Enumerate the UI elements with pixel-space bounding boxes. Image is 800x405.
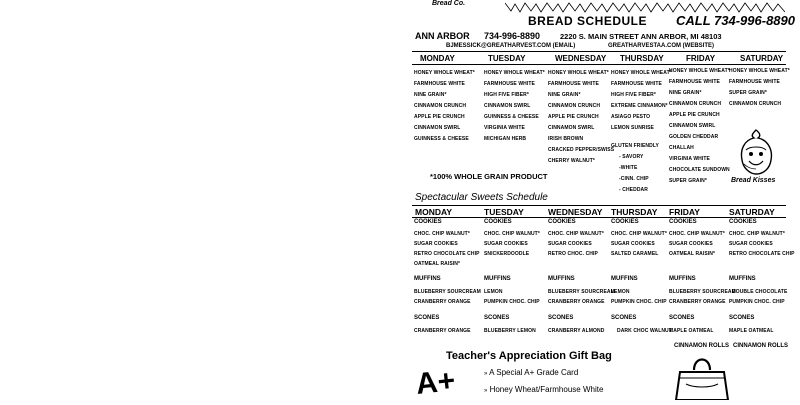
muffin-item: CRANBERRY ORANGE (669, 299, 726, 305)
bread-item: FARMHOUSE WHITE (548, 81, 599, 87)
gift-item-label: Honey Wheat/Farmhouse White (489, 385, 604, 394)
bread-item: APPLE PIE CRUNCH (414, 114, 465, 120)
cookie-item: CHOC. CHIP WALNUT* (611, 231, 667, 237)
cookie-item: SNICKERDOODLE (484, 251, 530, 257)
friday-cinnamon-rolls: CINNAMON ROLLS (674, 343, 729, 349)
bread-item: FARMHOUSE WHITE (669, 79, 720, 85)
bread-item: HONEY WHOLE WHEAT* (729, 68, 790, 74)
bullet-arrow-icon: » (484, 388, 488, 394)
bread-item: MICHIGAN HERB (484, 136, 527, 142)
cookies-thursday (611, 229, 667, 259)
store-website[interactable]: GREATHARVESTAA.COM (WEBSITE) (608, 43, 714, 49)
bread-item: CRACKED PEPPER/SWISS (548, 147, 615, 153)
bread-item: CINNAMON CRUNCH (414, 103, 467, 109)
bread-item: APPLE PIE CRUNCH (548, 114, 599, 120)
sweets-day-monday: MONDAY (415, 207, 452, 217)
cookie-item: SUGAR COOKIES (548, 241, 592, 247)
bread-item: IRISH BROWN (548, 136, 584, 142)
bread-column-thursday (611, 68, 672, 196)
page-title: BREAD SCHEDULE (528, 14, 648, 28)
bread-item: CINNAMON SWIRL (414, 125, 461, 131)
bread-item: HONEY WHOLE WHEAT* (611, 70, 672, 76)
gift-item-2 (484, 385, 603, 394)
muffin-item: PUMPKIN CHOC. CHIP (611, 299, 667, 305)
bread-item: CINNAMON SWIRL (484, 103, 531, 109)
sweets-day-wednesday: WEDNESDAY (548, 207, 603, 217)
scones-friday: MAPLE OATMEAL (669, 328, 714, 334)
bread-item: VIRGINIA WHITE (484, 125, 525, 131)
store-phone: 734-996-8890 (484, 31, 541, 41)
cookie-item: CHOC. CHIP WALNUT* (414, 231, 470, 237)
cookie-item: RETRO CHOC. CHIP (548, 251, 598, 257)
scones-label-saturday: SCONES (729, 315, 755, 321)
gift-item-label: A Special A+ Grade Card (489, 368, 579, 377)
grade-a-plus-graphic: A+ (414, 364, 457, 401)
scones-thursday: DARK CHOC WALNUT (617, 328, 672, 334)
bread-item: NINE GRAIN* (669, 90, 702, 96)
cookie-item: SUGAR COOKIES (669, 241, 713, 247)
gift-bag-title: Teacher's Appreciation Gift Bag (446, 350, 612, 362)
sweets-day-tuesday: TUESDAY (484, 207, 524, 217)
muffin-item: BLUEBERRY SOURCREAM (548, 289, 615, 295)
bread-item: - SAVORY (619, 154, 644, 160)
cookie-item: CHOC. CHIP WALNUT* (484, 231, 540, 237)
muffins-thursday (611, 287, 667, 307)
muffins-label-monday: MUFFINS (414, 276, 441, 282)
bread-item: CHALLAH (669, 145, 694, 151)
muffin-item: BLUEBERRY SOURCREAM (669, 289, 736, 295)
scones-label-monday: SCONES (414, 315, 440, 321)
header-grass-decoration (505, 0, 785, 12)
bread-item: GUINNESS & CHEESE (414, 136, 469, 142)
bullet-arrow-icon: » (484, 371, 488, 377)
bread-item: CHOCOLATE SUNDOWN (669, 167, 730, 173)
muffins-label-wednesday: MUFFINS (548, 276, 575, 282)
scones-label-thursday: SCONES (611, 315, 637, 321)
cookies-tuesday (484, 229, 540, 259)
muffins-saturday (729, 287, 787, 307)
muffins-label-friday: MUFFINS (669, 276, 696, 282)
bread-item: NINE GRAIN* (548, 92, 581, 98)
bread-kisses-illustration (734, 128, 778, 176)
bread-item: -CINN. CHIP (619, 176, 649, 182)
bread-item: HIGH FIVE FIBER* (611, 92, 656, 98)
brand-logo-text: Bread Co. (432, 0, 466, 7)
bread-item: SUPER GRAIN* (729, 90, 767, 96)
bread-day-thursday: THURSDAY (620, 54, 664, 63)
store-name: ANN ARBOR (415, 31, 470, 41)
bread-day-monday: MONDAY (420, 54, 455, 63)
scones-saturday: MAPLE OATMEAL (729, 328, 774, 334)
scones-label-friday: SCONES (669, 315, 695, 321)
bread-item: CINNAMON CRUNCH (729, 101, 782, 107)
scones-wednesday: CRANBERRY ALMOND (548, 328, 605, 334)
gift-bag-icon (672, 352, 732, 400)
cookie-item: CHOC. CHIP WALNUT* (729, 231, 785, 237)
bread-item: HONEY WHOLE WHEAT* (669, 68, 730, 74)
bread-item: EXTREME CINNAMON* (611, 103, 668, 109)
cookies-friday (669, 229, 725, 259)
bread-column-friday (669, 66, 730, 187)
bread-item: -WHITE (619, 165, 638, 171)
scones-monday: CRANBERRY ORANGE (414, 328, 471, 334)
cookie-item: OATMEAL RAISIN* (669, 251, 716, 257)
cookies-label-tuesday: COOKIES (484, 219, 512, 225)
bread-item: NINE GRAIN* (414, 92, 447, 98)
bread-item: APPLE PIE CRUNCH (669, 112, 720, 118)
muffins-label-thursday: MUFFINS (611, 276, 638, 282)
cookie-item: SUGAR COOKIES (611, 241, 655, 247)
sweets-header-rule-top (412, 205, 786, 206)
bread-item: FARMHOUSE WHITE (484, 81, 535, 87)
bread-item: FARMHOUSE WHITE (414, 81, 465, 87)
muffin-item: CRANBERRY ORANGE (548, 299, 605, 305)
cookie-item: SUGAR COOKIES (414, 241, 458, 247)
muffins-label-tuesday: MUFFINS (484, 276, 511, 282)
bread-item: HIGH FIVE FIBER* (484, 92, 529, 98)
cookie-item: SUGAR COOKIES (484, 241, 528, 247)
sweets-day-thursday: THURSDAY (611, 207, 658, 217)
bread-column-monday (414, 68, 475, 145)
bread-day-saturday: SATURDAY (740, 54, 784, 63)
bread-day-friday: FRIDAY (686, 54, 716, 63)
cookie-item: RETRO CHOCOLATE CHIP (729, 251, 795, 257)
sweets-title: Spectacular Sweets Schedule (415, 192, 548, 203)
gift-item-1 (484, 368, 578, 377)
bread-item: CINNAMON CRUNCH (669, 101, 722, 107)
bread-column-tuesday (484, 68, 545, 145)
bread-column-saturday (729, 66, 790, 110)
bread-item: VIRGINIA WHITE (669, 156, 710, 162)
muffin-item: BLUEBERRY SOURCREAM (414, 289, 481, 295)
whole-grain-footnote: *100% WHOLE GRAIN PRODUCT (430, 172, 548, 181)
cookies-label-thursday: COOKIES (611, 219, 639, 225)
cookie-item: SUGAR COOKIES (729, 241, 773, 247)
cookies-wednesday (548, 229, 604, 259)
bread-item: CHERRY WALNUT* (548, 158, 595, 164)
muffins-monday (414, 287, 481, 307)
bread-header-rule-top (412, 51, 786, 52)
cookies-label-saturday: COOKIES (729, 219, 757, 225)
bread-item: FARMHOUSE WHITE (611, 81, 662, 87)
bread-item: HONEY WHOLE WHEAT* (484, 70, 545, 76)
call-phone: CALL 734-996-8890 (676, 13, 795, 28)
scones-label-wednesday: SCONES (548, 315, 574, 321)
sweets-day-saturday: SATURDAY (729, 207, 775, 217)
bread-kisses-caption: Bread Kisses (731, 177, 776, 184)
muffins-tuesday (484, 287, 540, 307)
cookies-saturday (729, 229, 795, 259)
bread-item: - CHEDDAR (619, 187, 648, 193)
scones-tuesday: BLUEBERRY LEMON (484, 328, 536, 334)
cookies-monday (414, 229, 480, 269)
bread-item: GUINNESS & CHEESE (484, 114, 539, 120)
muffin-item: PUMPKIN CHOC. CHIP (729, 299, 785, 305)
sweets-header-rule-bottom (412, 217, 786, 218)
cookies-label-wednesday: COOKIES (548, 219, 576, 225)
bread-item: GLUTEN FRIENDLY (611, 143, 659, 149)
bread-day-wednesday: WEDNESDAY (555, 54, 607, 63)
bread-item: ASIAGO PESTO (611, 114, 651, 120)
cookie-item: OATMEAL RAISIN* (414, 261, 461, 267)
bread-item (611, 134, 672, 141)
bread-item: HONEY WHOLE WHEAT* (414, 70, 475, 76)
bread-item: CINNAMON CRUNCH (548, 103, 601, 109)
saturday-cinnamon-rolls: CINNAMON ROLLS (733, 343, 788, 349)
muffins-label-saturday: MUFFINS (729, 276, 756, 282)
bread-item: HONEY WHOLE WHEAT* (548, 70, 609, 76)
bread-item: GOLDEN CHEDDAR (669, 134, 719, 140)
store-address: 2220 S. MAIN STREET ANN ARBOR, MI 48103 (560, 32, 722, 41)
cookie-item: SALTED CARAMEL (611, 251, 659, 257)
muffin-item: LEMON (484, 289, 503, 295)
cookie-item: CHOC. CHIP WALNUT* (548, 231, 604, 237)
cookies-label-monday: COOKIES (414, 219, 442, 225)
sweets-day-friday: FRIDAY (669, 207, 700, 217)
muffin-item: CRANBERRY ORANGE (414, 299, 471, 305)
bread-day-tuesday: TUESDAY (488, 54, 526, 63)
muffin-item: PUMPKIN CHOC. CHIP (484, 299, 540, 305)
muffin-item: LEMON (611, 289, 630, 295)
muffin-item: DOUBLE CHOCOLATE (732, 289, 788, 295)
bread-header-rule-bottom (412, 64, 786, 65)
store-email[interactable]: BJMESSICK@GREATHARVEST.COM (EMAIL) (446, 43, 576, 49)
cookies-label-friday: COOKIES (669, 219, 697, 225)
bread-item: CINNAMON SWIRL (669, 123, 716, 129)
bread-item: FARMHOUSE WHITE (729, 79, 780, 85)
bread-item: SUPER GRAIN* (669, 178, 707, 184)
cookie-item: RETRO CHOCOLATE CHIP (414, 251, 480, 257)
muffins-wednesday (548, 287, 615, 307)
cookie-item: CHOC. CHIP WALNUT* (669, 231, 725, 237)
bread-column-wednesday (548, 68, 614, 167)
bread-item: LEMON SUNRISE (611, 125, 654, 131)
bread-item: CINNAMON SWIRL (548, 125, 595, 131)
scones-label-tuesday: SCONES (484, 315, 510, 321)
muffins-friday (669, 287, 736, 307)
